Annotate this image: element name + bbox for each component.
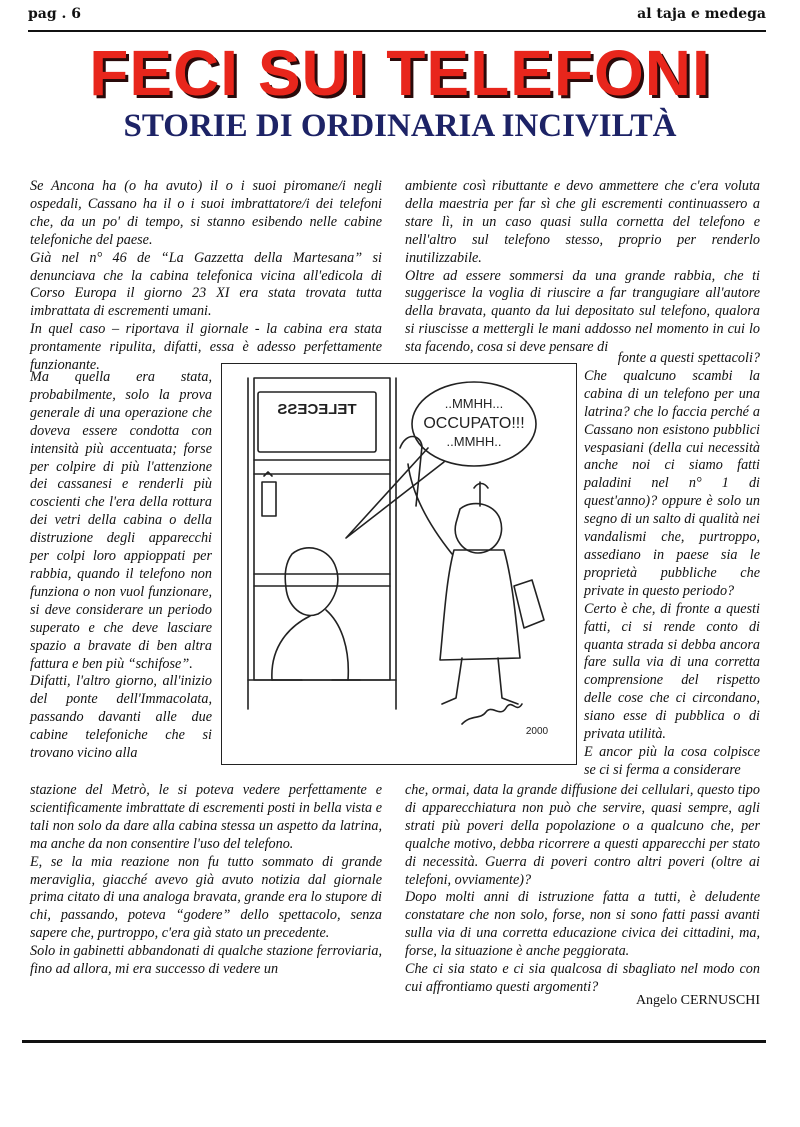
right-column-bottom [405, 782, 760, 997]
signature-year: 2000 [525, 726, 549, 737]
left-column-narrow [30, 369, 212, 763]
woman-dress [440, 550, 520, 660]
paragraph: stazione del Metrò, le si poteva vedere perfettamente e scientificamente imbrattate di escrementi posti in bella vista e tali non solo da dare alla cabina stessa un aspetto da latrina, ma anche da non consentire l'uso del telefono. [30, 782, 382, 852]
paragraph: che, ormai, data la grande diffusione dei cellulari, questo tipo di apparecchiatura non può che servire, quasi sempre, agli strati più poveri della popolazione o a qualcuno che, per qualche motivo, debba ricorrere a questi apparecchi per stato di necessità. Guerra di poveri contro altri poveri (oltre ai telefoni, ovviamente)? [405, 782, 760, 888]
paragraph: E, se la mia reazione non fu tutto sommato di grande meraviglia, giacché avevo già avuto notizia dal giornale prima citato di una analoga bravata, grande era lo stupore di chi, passando, poteva “godere” dello spettacolo, senza sapere che, purtroppo, c'era già stato un precedente. [30, 853, 382, 942]
paragraph: Già nel n° 46 de “La Gazzetta della Martesana” si denunciava che la cabina telefonica vicina all'edicola di Corso Europa il giorno 23 XI era stata trovata tutta imbrattata di escrementi umani. [30, 249, 382, 320]
speech-line-1: ..MMHH... [444, 396, 504, 411]
paragraph: Oltre ad essere sommersi da una grande rabbia, che ti suggerisce la voglia di riuscire a far trangugiare all'autore della bravata, quanto da lui depositato sul telefono, qualora si riuscisse a mettergli le mani addosso nel momento in cui lo sta facendo, cosa si deve pensare di [405, 267, 760, 356]
umbrella-handle [400, 437, 422, 507]
paragraph: Che ci sia stato e ci sia qualcosa di sbagliato nel modo con cui affrontiamo questi argomenti? [405, 961, 760, 995]
artist-signature [462, 704, 522, 724]
publication-name: al taja e medega [637, 6, 766, 22]
crouching-figure [285, 548, 338, 616]
woman-arm [408, 464, 452, 554]
paragraph: fonte a questi spettacoli? [617, 350, 760, 366]
paragraph: In quel caso – riportava il giornale - la cabina era stata prontamente ripulita, difatti, essa è adesso perfettamente funzionante. [30, 321, 382, 374]
author-signature: Angelo CERNUSCHI [635, 993, 760, 1008]
handbag [514, 580, 544, 628]
paragraph: Certo è che, di fronte a questi fatti, ci si rende conto di quanta strada si debba ancora fare sulla via di una corretta comprensione del rispetto delle cose che ci circondano, siano esse di pubblica o di privata utilità. [584, 600, 760, 743]
paragraph: E ancor più la cosa colpisce se ci si ferma a considerare [584, 743, 760, 778]
article-subheadline: STORIE DI ORDINARIA INCIVILTÀ [123, 108, 677, 144]
paragraph: Difatti, l'altro giorno, all'inizio del ponte dell'Immacolata, passando davanti alle due cabine telefoniche che si trovano vicino alla [30, 673, 212, 762]
phone-receiver [262, 472, 276, 516]
speech-line-2: OCCUPATO!!! [423, 415, 525, 432]
left-column-top [30, 178, 382, 375]
cartoon-illustration [221, 363, 577, 765]
footer-rule [22, 1040, 766, 1043]
speech-line-3: ..MMHH.. [446, 434, 502, 449]
right-column-top [405, 178, 760, 357]
page-number: pag . 6 [28, 6, 82, 22]
paragraph: Solo in gabinetti abbandonati di qualche stazione ferroviaria, fino ad allora, mi era successo di vedere un [30, 943, 382, 978]
paragraph: Ma quella era stata, probabilmente, solo la prova generale di una operazione che doveva essere condotta con intensità più accentuata; forse per colpire di più l'attenzione dei cassanesi e renderli più coscienti che l'era della rottura dei vetri della cabina o della distruzione degli apparecchi per colpi loro appioppati per rabbia, quando il telefono non funziona o non vuol funzionare, si deve considerare un periodo superato e che deve lasciare spazio a bravate di ben altra fattura e ben più “schifose”. [30, 369, 212, 672]
woman-head [455, 504, 501, 553]
page-header [28, 6, 766, 32]
booth-sign: TELECESS [277, 401, 357, 418]
paragraph: ambiente così ributtante e devo ammettere che c'era voluta della maestria per far sì che gli escrementi continuassero a stare lì, in un caso quasi sulla cornetta del telefono e nell'altro sul telefono stesso, proprio per renderlo inutilizzabile. [405, 178, 760, 266]
right-column-narrow [584, 350, 760, 780]
left-column-bottom [30, 782, 382, 979]
phone-booth-frame [254, 378, 390, 680]
paragraph: Che qualcuno scambi la cabina di un telefono per una latrina? che lo faccia perché a Cassano non esistono pubblici vespasiani (della cui necessità anche noi ci siamo fatti paladini nel n° 1 di quest'anno)? oppure è solo un segno di un salto di qualità nei vandalismi che, purtroppo, assediano in paese sia le proprietà pubbliche che private in questo periodo? [584, 367, 760, 599]
paragraph: Se Ancona ha (o ha avuto) il o i suoi piromane/i negli ospedali, Cassano ha il o i suoi imbrattatore/i dei telefoni che, da un po' di tempo, si stanno esibendo nelle cabine telefoniche del paese. [30, 178, 382, 248]
article-headline: FECI SUI TELEFONI [89, 37, 711, 109]
cartoon-drawing [222, 364, 575, 763]
paragraph: Dopo molti anni di istruzione fatta a tutti, è deludente constatare che non solo, forse, non si sono fatti passi avanti sulla via di una corretta educazione civica dei cittadini, ma, forse, la situazione è anche peggiorata. [405, 889, 760, 960]
